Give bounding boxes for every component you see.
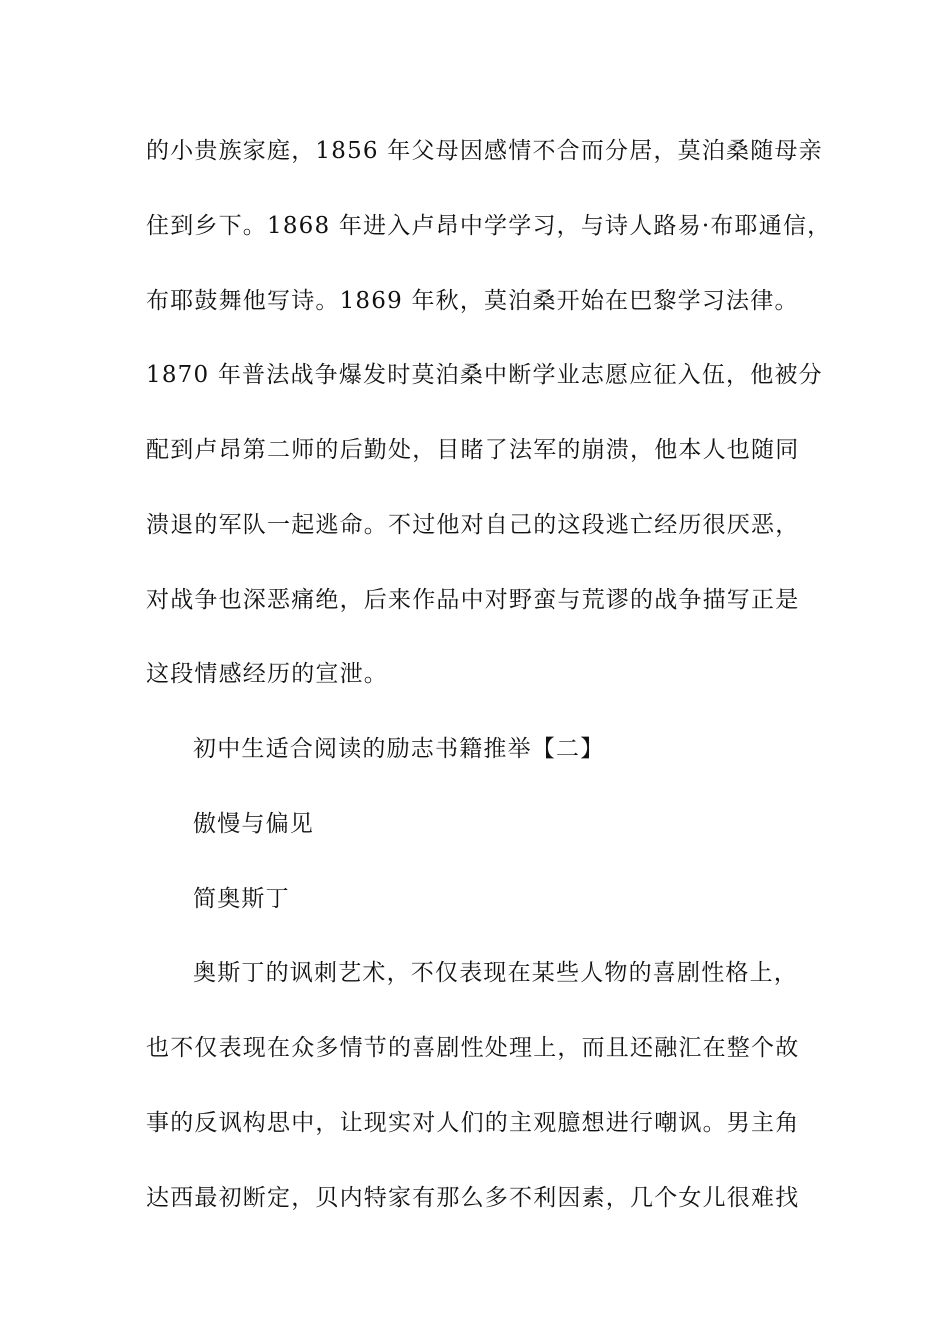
book-title: 傲慢与偏见 [193,811,314,837]
paragraph-line: 也不仅表现在众多情节的喜剧性处理上，而且还融汇在整个故 [146,1035,800,1061]
paragraph-line: 1870 年普法战争爆发时莫泊桑中断学业志愿应征入伍，他被分 [146,362,823,388]
book-author: 简奥斯丁 [193,886,290,912]
paragraph-line: 奥斯丁的讽刺艺术，不仅表现在某些人物的喜剧性格上， [193,960,798,986]
paragraph-line: 对战争也深恶痛绝，后来作品中对野蛮与荒谬的战争描写正是 [146,587,800,613]
paragraph-line: 的小贵族家庭，1856 年父母因感情不合而分居，莫泊桑随母亲 [146,138,823,164]
paragraph-line: 住到乡下。1868 年进入卢昂中学学习，与诗人路易·布耶通信， [146,213,832,239]
paragraph-line: 配到卢昂第二师的后勤处，目睹了法军的崩溃，他本人也随同 [146,437,800,463]
section-heading: 初中生适合阅读的励志书籍推举【二】 [193,736,605,762]
paragraph-line: 溃退的军队一起逃命。不过他对自己的这段逃亡经历很厌恶， [146,512,800,538]
paragraph-line: 事的反讽构思中，让现实对人们的主观臆想进行嘲讽。男主角 [146,1110,800,1136]
paragraph-line: 布耶鼓舞他写诗。1869 年秋，莫泊桑开始在巴黎学习法律。 [146,288,799,314]
paragraph-line: 这段情感经历的宣泄。 [146,661,388,687]
paragraph-line: 达西最初断定，贝内特家有那么多不利因素，几个女儿很难找 [146,1185,800,1211]
